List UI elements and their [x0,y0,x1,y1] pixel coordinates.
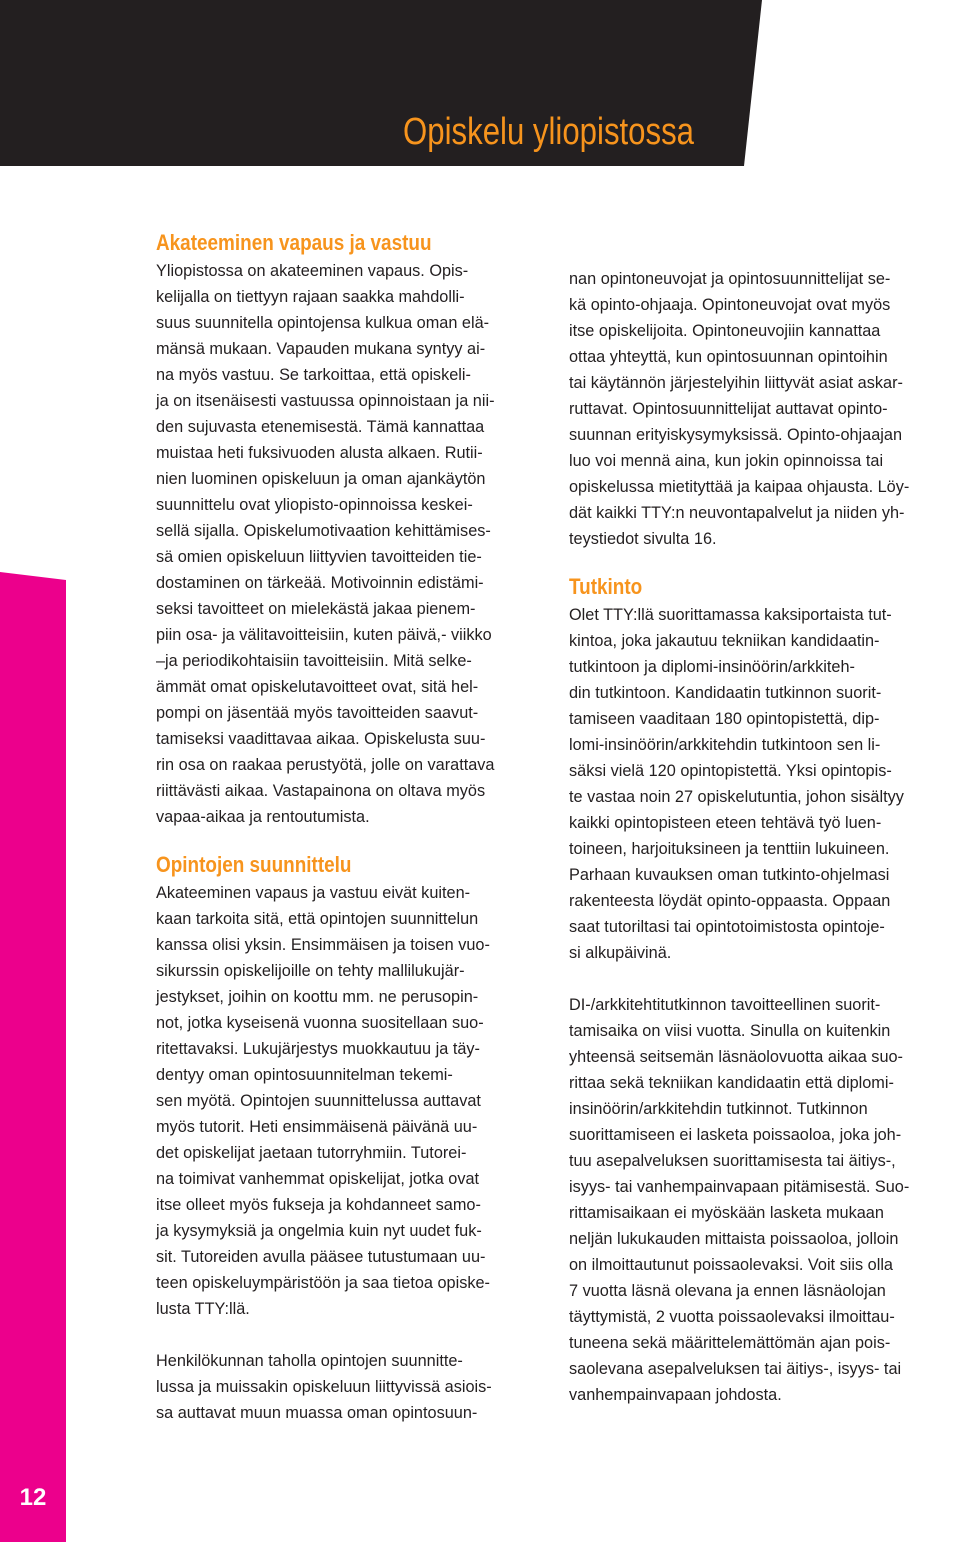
section-heading-akateeminen-vapaus: Akateeminen vapaus ja vastuu [156,230,432,255]
section-heading-tutkinto: Tutkinto [569,574,643,599]
section-body-tutkinto: Olet TTY:llä suorittamassa kaksiportaista tut- kintoa, joka jakautuu tekniikan kandidaatin- tutkintoon ja diplomi-insinöörin/arkkiteh- din tutkintoon. Kandidaatin tutkinnon suorit- tamiseen vaaditaan 180 opintopistettä, dip- lomi-insinöörin/arkkitehdin tutkintoon sen li- säksi vielä 120 opintopistettä. Yksi opintopis- te vastaa noin 27 opiskelutuntia, johon sisältyy kaikki opintopisteen eteen tehtävä työ luen- toineen, harjoituksineen ja tenttiin lukuineen. Parhaan kuvauksen oman tutkinto-ohjelmasi rakenteesta löydät opinto-oppaasta. Oppaan saat tutoriltasi tai opintotoimistosta opintoje- si alkupäivinä. [569,606,904,962]
section-body-opintojen-suunnittelu: Akateeminen vapaus ja vastuu eivät kuiten- kaan tarkoita sitä, että opintojen suunnittelun kanssa olisi yksin. Ensimmäisen ja toisen vuo- sikurssin opiskelijoille on tehty mallilukujär- jestykset, joihin on koottu mm. ne perusopin- not, jotka kyseisenä vuonna suositellaan suo- ritettavaksi. Lukujärjestys muokkautuu ja täy- dentyy oman opintosuunnitelman tekemi- sen myötä. Opintojen suunnittelussa auttavat myös tutorit. Heti ensimmäisenä päivänä uu- det opiskelijat jaetaan tutorryhmiin. Tutorei- na toimivat vanhemmat opiskelijat, jotka ovat itse olleet myös fukseja ja kohdanneet samo- ja kysymyksiä ja ongelmia kuin nyt uudet fuk- sit. Tutoreiden avulla pääsee tutustumaan uu- teen opiskeluympäristöön ja saa tietoa opiske- lusta TTY:llä. [156,884,490,1318]
side-accent-strip [0,572,66,1542]
section-body-opintojen-suunnittelu-2: Henkilökunnan taholla opintojen suunnitte- lussa ja muissakin opiskeluun liittyvissä asiois- sa auttavat muun muassa oman opintosuun- [156,1352,492,1422]
section-body-tutkinto-2: DI-/arkkitehtitutkinnon tavoitteellinen suorit- tamisaika on viisi vuotta. Sinulla on kuitenkin yhteensä seitsemän läsnäolovuotta aikaa suo- rittaa sekä tekniikan kandidaatin että diplomi- insinöörin/arkkitehdin tutkinnot. Tutkinnon suorittamiseen ei lasketa poissaoloa, joka joh- tuu asepalveluksen suorittamisesta tai äitiys-, isyys- tai vanhempainvapaan pitämisestä. Suo- rittamisaikaan ei myöskään lasketa mukaan neljän lukukauden mittaista poissaoloa, jolloin on ilmoittautunut poissaolevaksi. Voit siis olla 7 vuotta läsnä olevana ja ennen läsnäolojan täyttymistä, 2 vuotta poissaolevaksi ilmoittau- tuneena sekä määrittelemättömän ajan pois- saolevana asepalveluksen tai äitiys-, isyys- tai vanhempainvapaan johdosta. [569,996,910,1404]
right-column [569,266,960,1408]
continuation-paragraph: nan opintoneuvojat ja opintosuunnittelijat se- kä opinto-ohjaaja. Opintoneuvojat ovat myös itse opiskelijoita. Opintoneuvojiin kannattaa ottaa yhteyttä, kun opintosuunnan opintoihin tai käytännön järjestelyihin liittyvät asiat askar- ruttavat. Opintosuunnittelijat auttavat opinto- suunnan erityiskysymyksissä. Opinto-ohjaajan luo voi mennä aina, kun jokin opinnoissa tai opiskelussa mietityttää ja kaipaa ohjausta. Löy- dät kaikki TTY:n neuvontapalvelut ja niiden yh- teystiedot sivulta 16. [569,270,910,548]
page-title: Opiskelu yliopistossa [403,111,694,153]
left-column [156,228,556,1426]
section-heading-opintojen-suunnittelu: Opintojen suunnittelu [156,852,352,877]
page-number: 12 [19,1484,47,1511]
section-body-akateeminen-vapaus: Yliopistossa on akateeminen vapaus. Opis- kelijalla on tiettyyn rajaan saakka mahdolli- suus suunnitella opintojensa kulkua oman elä- mänsä mukaan. Vapauden mukana syntyy ai- na myös vastuu. Se tarkoittaa, että opiskeli- ja on itsenäisesti vastuussa opinnoistaan ja nii- den sujuvasta etenemisestä. Tämä kannattaa muistaa heti fuksivuoden alusta alkaen. Rutii- nien luominen opiskeluun ja oman ajankäytön suunnittelu ovat yliopisto-opinnoissa keskei- sellä sijalla. Opiskelumotivaation kehittämises- sä omien opiskeluun liittyvien tavoitteiden tie- dostaminen on tärkeää. Motivoinnin edistämi- seksi tavoitteet on mielekästä jakaa pienem- piin osa- ja välitavoitteisiin, kuten päivä,- viikko –ja periodikohtaisiin tavoitteisiin. Mitä selke- ämmät omat opiskelutavoitteet ovat, sitä hel- pompi on jäsentää myös tavoitteiden saavut- tamiseksi vaadittavaa aikaa. Opiskelusta suu- rin osa on raakaa perustyötä, jolle on varattava riittävästi aikaa. Vastapainona on oltava myös vapaa-aikaa ja rentoutumista. [156,262,495,826]
